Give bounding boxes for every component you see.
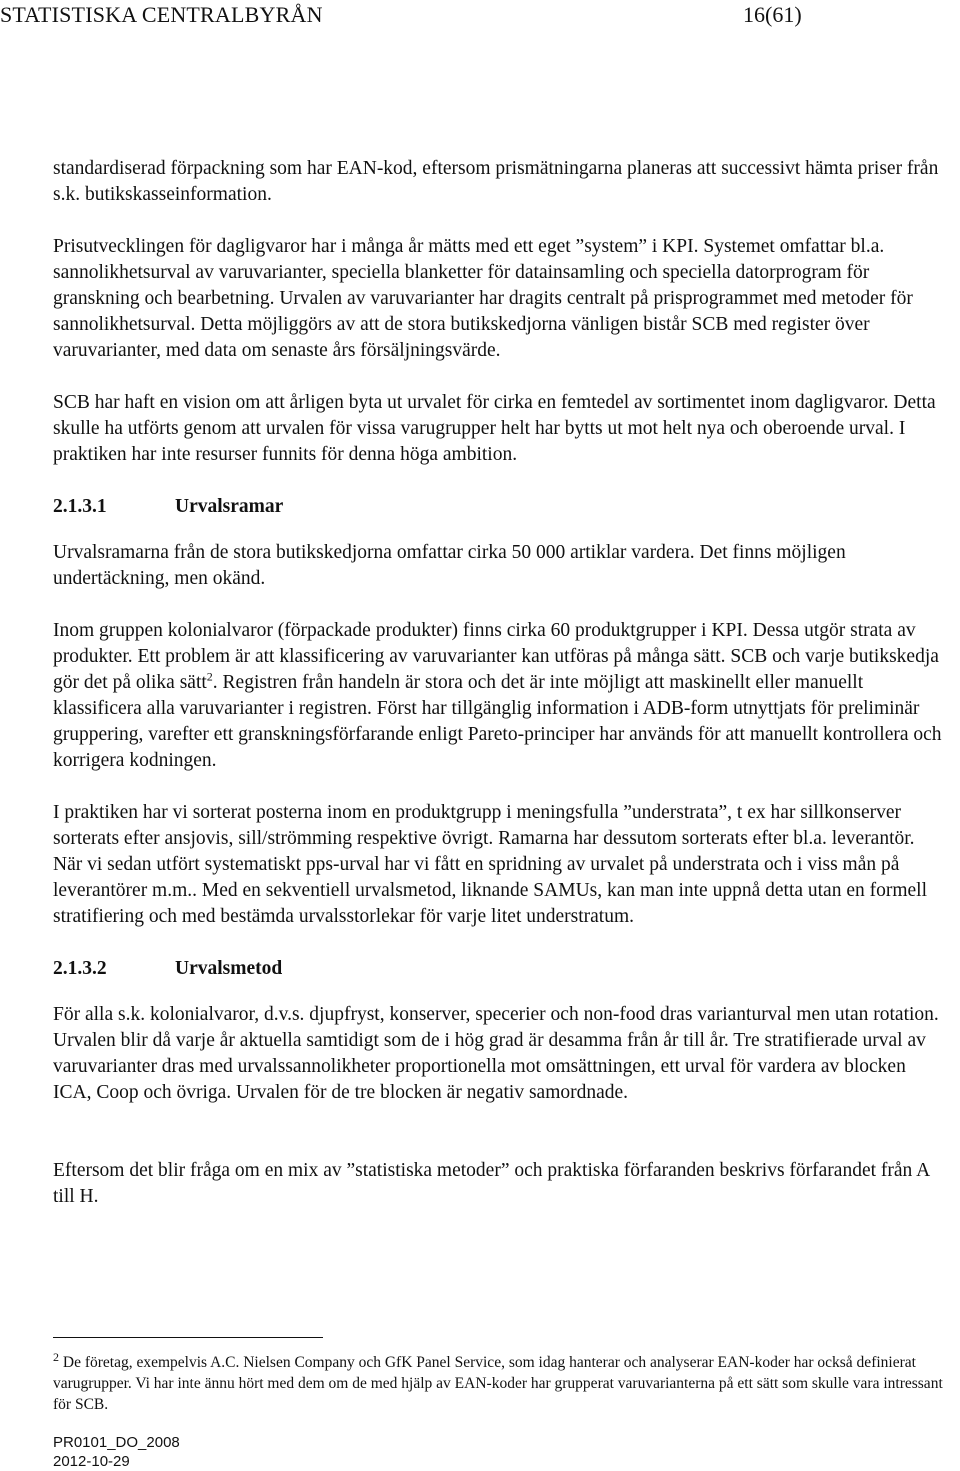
footnote-reference: 2	[206, 669, 213, 684]
footnote-text: De företag, exempelvis A.C. Nielsen Company och GfK Panel Service, som idag hanterar och analyserar EAN-koder har också definierat varugrupper. Vi har inte ännu hört med dem om de med hjälp av EAN-koder har grupperat varuvarianterna på ett sätt som skulle vara intressant för SCB.	[53, 1354, 943, 1413]
header-organization: STATISTISKA CENTRALBYRÅN	[0, 2, 323, 27]
footnote-divider	[53, 1337, 323, 1338]
footnote	[53, 1349, 948, 1415]
document-body	[53, 156, 948, 1210]
section-heading-urvalsramar	[53, 494, 948, 520]
paragraph-1: standardiserad förpackning som har EAN-kod, eftersom prismätningarna planeras att successivt hämta priser från s.k. butikskasseinformation.	[53, 158, 939, 205]
paragraph-6: I praktiken har vi sorterat posterna inom en produktgrupp i meningsfulla ”understrata”, t ex har sillkonserver sorterats efter ansjovis, sill/strömming respektive övrigt. Ramarna har dessutom sorterats efter bl.a. leverantör. När vi sedan utfört systematiskt pps-urval har vi fått en spridning av urvalet på understrata och i viss mån på leverantörer m.m.. Med en sekventiell urvalsmetod, liknande SAMUs, kan man inte uppnå detta utan en formell stratifiering och med bestämda urvalsstorlekar för varje litet understratum.	[53, 802, 928, 927]
paragraph-5	[53, 618, 948, 774]
section-title: Urvalsmetod	[175, 958, 283, 979]
paragraph-4: Urvalsramarna från de stora butikskedjorna omfattar cirka 50 000 artiklar vardera. Det finns möjligen undertäckning, men okänd.	[53, 542, 846, 589]
paragraph-8: Eftersom det blir fråga om en mix av ”statistiska metoder” och praktiska förfaranden beskrivs förfarandet från A till H.	[53, 1160, 930, 1207]
section-number: 2.1.3.2	[53, 958, 107, 979]
paragraph-3: SCB har haft en vision om att årligen byta ut urvalet för cirka en femtedel av sortimentet inom dagligvaror. Detta skulle ha utförts genom att urvalen för vissa varugrupper helt har bytts ut mot helt nya och oberoende urval. I praktiken har inte resurser funnits för denna höga ambition.	[53, 392, 936, 465]
paragraph-2: Prisutvecklingen för dagligvaror har i många år mätts med ett eget ”system” i KPI. Systemet omfattar bl.a. sannolikhetsurval av varuvarianter, speciella blanketter för datainsamling och speciella datorprogram för granskning och bearbetning. Urvalen av varuvarianter har dragits centralt på prisprogrammet med metoder för sannolikhetsurval. Detta möjliggörs av att de stora butikskedjorna vänligen bistår SCB med register över varuvarianter, med data om senaste års försäljningsvärde.	[53, 236, 913, 361]
footnote-marker: 2	[53, 1349, 59, 1364]
footer-date: 2012-10-29	[53, 1453, 130, 1470]
footer-doc-id: PR0101_DO_2008	[53, 1434, 180, 1451]
section-heading-urvalsmetod	[53, 956, 948, 982]
page-footer	[53, 1433, 180, 1471]
paragraph-5-part-1: Inom gruppen kolonialvaror (förpackade produkter) finns cirka 60 produktgrupper i KPI. Dessa utgör strata av produkter. Ett problem är att klassificering av varuvarianter kan utföras på många sätt. SCB och varje butikskedja gör det på olika sätt	[53, 620, 939, 693]
section-title: Urvalsramar	[175, 496, 284, 517]
paragraph-7: För alla s.k. kolonialvaror, d.v.s. djupfryst, konserver, specerier och non-food dras varianturval men utan rotation. Urvalen blir då varje år aktuella samtidigt som de i hög grad är desamma från år till år. Tre stratifierade urval av varuvarianter dras med urvalssannolikheter proportionella mot omsättningen, ett urval för vardera av blocken ICA, Coop och övriga. Urvalen för de tre blocken är negativ samordnade.	[53, 1004, 939, 1103]
header-page-number: 16(61)	[743, 2, 802, 27]
section-number: 2.1.3.1	[53, 496, 107, 517]
paragraph-5-part-2: . Registren från handeln är stora och det är inte möjligt att maskinellt eller manuellt klassificera alla varuvarianter i registren. Först har tillgänglig information i ADB-form utnyttjats för preliminär gruppering, varefter ett granskningsförfarande enligt Pareto-principer har används för att manuellt kontrollera och korrigera kodningen.	[53, 672, 942, 771]
